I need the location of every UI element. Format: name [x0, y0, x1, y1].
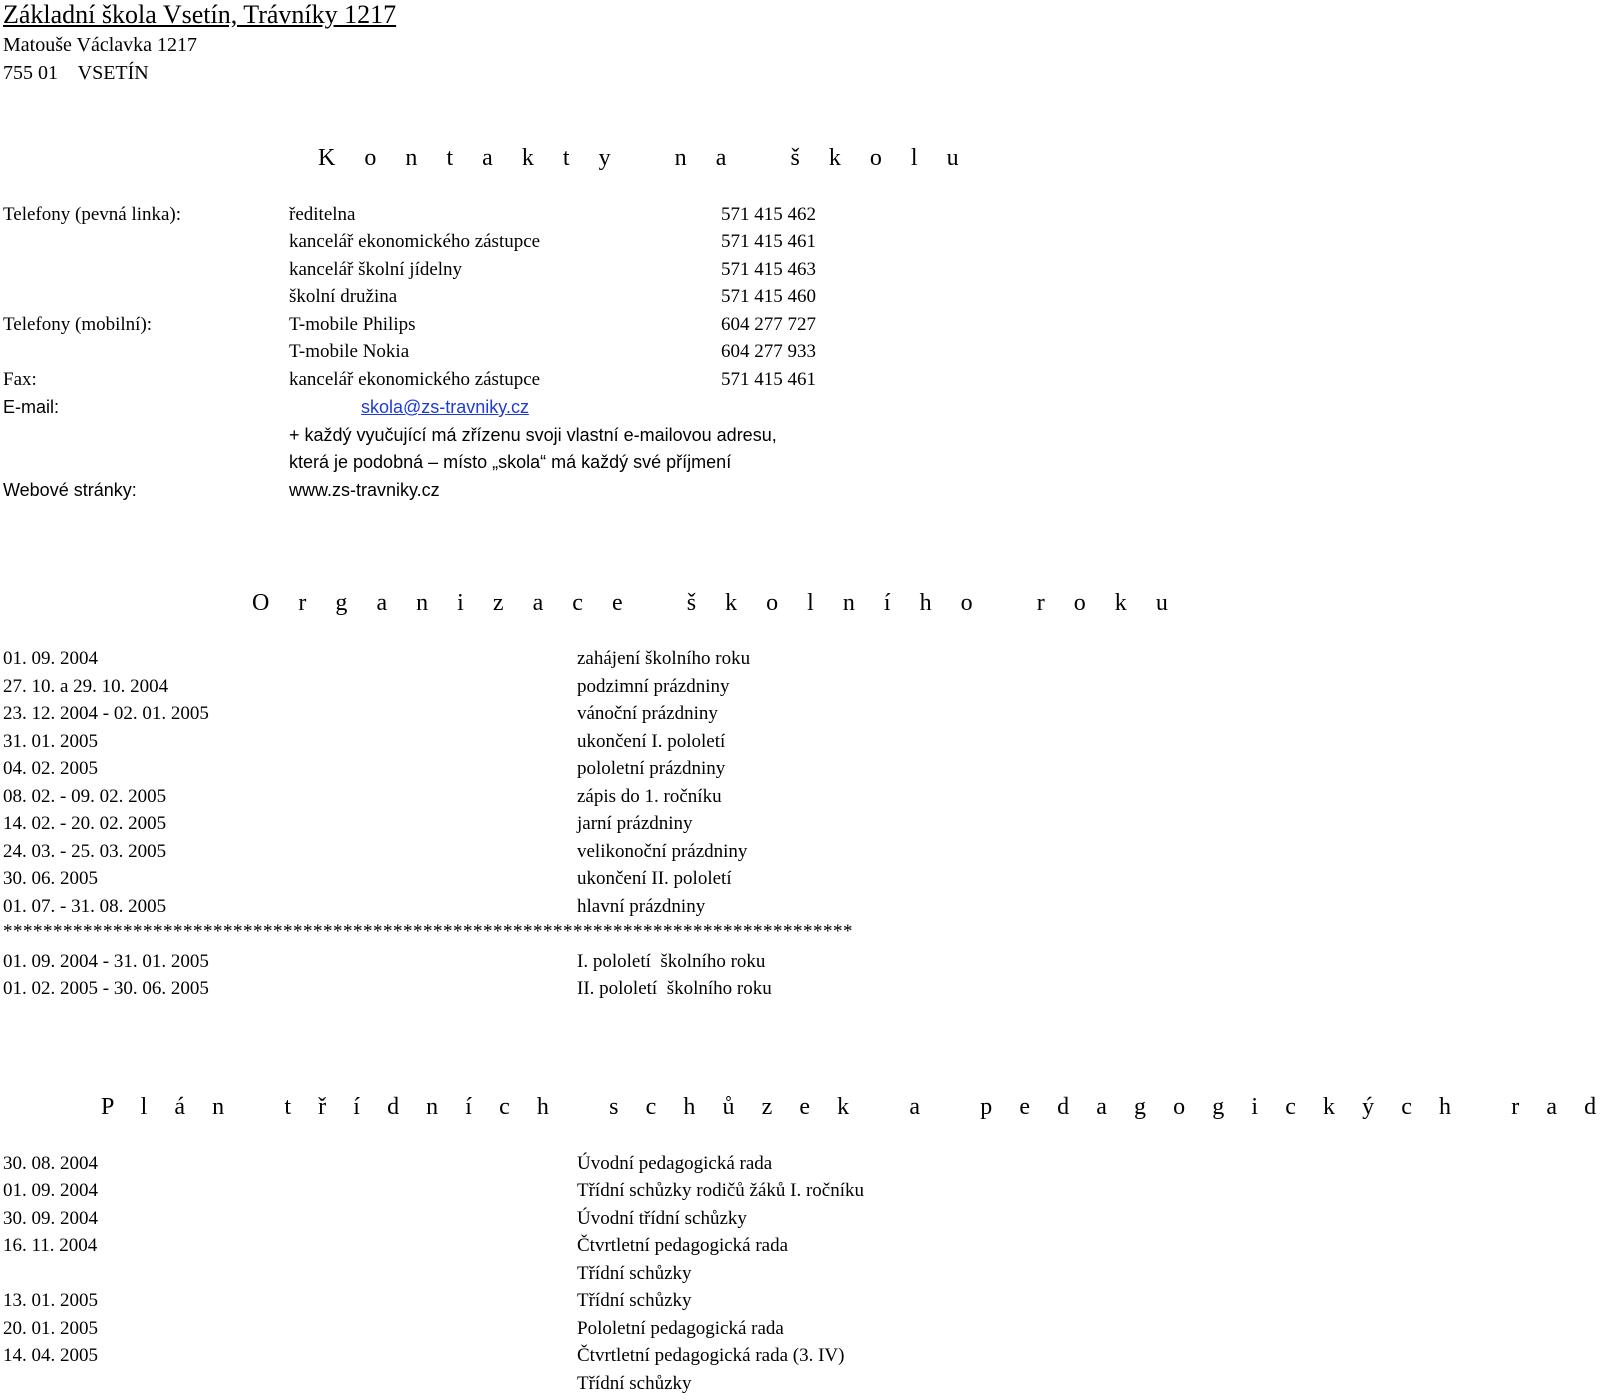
web-address: www.zs-travniky.cz [289, 480, 440, 500]
phone-name: T-mobile Philips [289, 314, 416, 335]
email-link[interactable]: skola@zs-travniky.cz [361, 397, 529, 417]
meeting-name: Třídní schůzky [577, 1263, 692, 1284]
meeting-date: 14. 04. 2005 [3, 1345, 98, 1366]
phone-name: kancelář školní jídelny [289, 259, 463, 280]
meeting-name: Úvodní třídní schůzky [577, 1208, 747, 1229]
meeting-date: 30. 08. 2004 [3, 1153, 98, 1174]
event-date: 08. 02. - 09. 02. 2005 [3, 786, 167, 807]
event-name: vánoční prázdniny [577, 703, 718, 724]
event-date: 31. 01. 2005 [3, 731, 98, 752]
meeting-name: Pololetní pedagogická rada [577, 1318, 784, 1339]
semester-name: I. pololetí školního roku [577, 951, 766, 972]
event-name: hlavní prázdniny [577, 896, 706, 917]
meeting-name: Třídní schůzky [577, 1290, 692, 1311]
event-date: 04. 02. 2005 [3, 758, 98, 779]
event-name: pololetní prázdniny [577, 758, 726, 779]
email-note-line-2: která je podobná – místo „skola“ má každý své příjmení [289, 452, 732, 472]
event-name: zápis do 1. ročníku [577, 786, 722, 807]
email-note-line-1: + každý vyučující má zřízenu svoji vlastní e-mailovou adresu, [289, 425, 777, 445]
event-name: ukončení I. pololetí [577, 731, 726, 752]
meeting-name: Třídní schůzky [577, 1373, 692, 1394]
separator-line: ************************************************************************************* [3, 921, 853, 942]
semester-name: II. pololetí školního roku [577, 978, 772, 999]
contacts-heading: K o n t a k t y n a š k o l u [318, 145, 971, 171]
meeting-name: Třídní schůzky rodičů žáků I. ročníku [577, 1180, 865, 1201]
event-name: zahájení školního roku [577, 648, 751, 669]
phone-number: 571 415 460 [721, 286, 816, 307]
phone-name: ředitelna [289, 204, 356, 225]
event-date: 01. 09. 2004 [3, 648, 98, 669]
fax-name: kancelář ekonomického zástupce [289, 369, 541, 390]
meeting-date: 13. 01. 2005 [3, 1290, 98, 1311]
phones-mobile-label: Telefony (mobilní): [3, 314, 153, 335]
event-date: 24. 03. - 25. 03. 2005 [3, 841, 167, 862]
phones-landline-label: Telefony (pevná linka): [3, 204, 182, 225]
meeting-name: Úvodní pedagogická rada [577, 1153, 773, 1174]
address-street: Matouše Václavka 1217 [3, 34, 198, 56]
phone-number: 571 415 461 [721, 231, 816, 252]
phone-name: školní družina [289, 286, 398, 307]
address-city: 755 01 VSETÍN [3, 62, 149, 84]
meeting-name: Čtvrtletní pedagogická rada (3. IV) [577, 1345, 845, 1366]
meeting-date: 01. 09. 2004 [3, 1180, 98, 1201]
meetings-heading: P l á n t ř í d n í c h s c h ů z e k a p e d a g o g i c k ý c h r a d [101, 1094, 1607, 1120]
meeting-date: 30. 09. 2004 [3, 1208, 98, 1229]
school-name: Základní škola Vsetín, Trávníky 1217 [3, 0, 397, 29]
event-name: ukončení II. pololetí [577, 868, 732, 889]
event-name: velikonoční prázdniny [577, 841, 748, 862]
semester-date: 01. 09. 2004 - 31. 01. 2005 [3, 951, 209, 972]
meeting-name: Čtvrtletní pedagogická rada [577, 1235, 789, 1256]
phone-number: 604 277 727 [721, 314, 816, 335]
phone-name: kancelář ekonomického zástupce [289, 231, 541, 252]
fax-number: 571 415 461 [721, 369, 816, 390]
phone-number: 604 277 933 [721, 341, 816, 362]
meeting-date: 20. 01. 2005 [3, 1318, 98, 1339]
event-date: 27. 10. a 29. 10. 2004 [3, 676, 169, 697]
event-date: 01. 07. - 31. 08. 2005 [3, 896, 167, 917]
meeting-date: 16. 11. 2004 [3, 1235, 98, 1256]
event-date: 23. 12. 2004 - 02. 01. 2005 [3, 703, 209, 724]
semester-date: 01. 02. 2005 - 30. 06. 2005 [3, 978, 209, 999]
event-date: 14. 02. - 20. 02. 2005 [3, 813, 167, 834]
event-date: 30. 06. 2005 [3, 868, 98, 889]
organization-heading: O r g a n i z a c e š k o l n í h o r o k u [252, 590, 1180, 616]
phone-name: T-mobile Nokia [289, 341, 410, 362]
phone-number: 571 415 463 [721, 259, 816, 280]
web-label: Webové stránky: [3, 480, 137, 500]
phone-number: 571 415 462 [721, 204, 816, 225]
fax-label: Fax: [3, 369, 37, 390]
event-name: jarní prázdniny [577, 813, 693, 834]
event-name: podzimní prázdniny [577, 676, 730, 697]
email-label: E-mail: [3, 397, 60, 417]
